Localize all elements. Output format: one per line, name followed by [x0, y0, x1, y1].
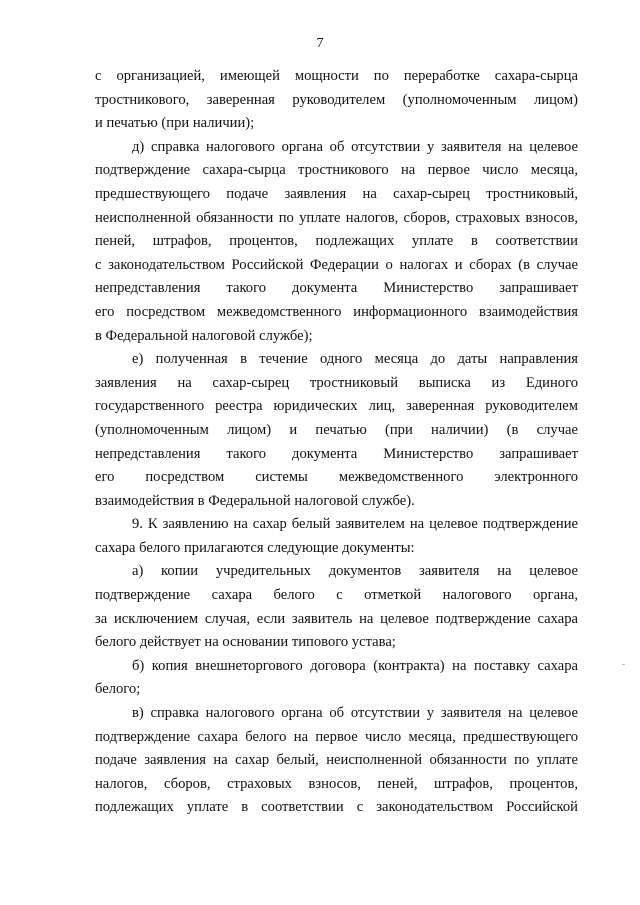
text-line: с организацией, имеющей мощности по переработке сахара-сырца: [95, 68, 578, 84]
text-line: подтверждение сахара белого на первое число месяца, предшествующего: [95, 728, 578, 745]
document-body: [95, 65, 578, 820]
text-line: белого;: [95, 681, 141, 698]
text-line: в Федеральной налоговой службе);: [95, 327, 313, 344]
text-line: 9. К заявлению на сахар белый заявителем на целевое подтверждение: [132, 516, 578, 533]
text-line: предшествующего подаче заявления на сахар-сырец тростниковый,: [95, 185, 578, 202]
text-line: налогов, сборов, страховых взносов, пеней, штрафов, процентов,: [95, 775, 578, 792]
text-line: тростникового, заверенная руководителем (уполномоченным лицом): [95, 91, 578, 108]
text-line: е) полученная в течение одного месяца до даты направления: [132, 351, 578, 368]
text-line: с законодательством Российской Федерации о налогах и сборах (в случае: [95, 256, 578, 273]
text-line: а) копии учредительных документов заявителя на целевое: [132, 563, 578, 580]
text-line: за исключением случая, если заявитель на целевое подтверждение сахара: [95, 610, 578, 627]
text-line: (уполномоченным лицом) и печатью (при наличии) (в случае: [95, 421, 578, 438]
text-line: в) справка налогового органа об отсутствии у заявителя на целевое: [132, 705, 578, 722]
text-line: сахара белого прилагаются следующие документы:: [95, 539, 415, 556]
text-line: б) копия внешнеторгового договора (контракта) на поставку сахара: [132, 657, 578, 674]
text-line: его посредством межведомственного информационного взаимодействия: [95, 303, 578, 320]
text-line: заявления на сахар-сырец тростниковый выписка из Единого: [95, 374, 578, 391]
text-line: непредставления такого документа Министерство запрашивает: [95, 280, 578, 297]
text-line: его посредством системы межведомственного электронного: [95, 469, 578, 486]
page-number: 7: [316, 36, 324, 51]
text-line: государственного реестра юридических лиц, заверенная руководителем: [95, 398, 578, 415]
text-line: белого действует на основании типового устава;: [95, 634, 396, 651]
text-line: и печатью (при наличии);: [95, 115, 255, 132]
text-line: непредставления такого документа Министерство запрашивает: [95, 445, 578, 462]
text-line: подтверждение сахара-сырца тростникового на первое число месяца,: [95, 162, 578, 179]
text-line: подаче заявления на сахар белый, неисполненной обязанности по уплате: [95, 752, 578, 769]
scan-speck: [622, 664, 625, 665]
text-line: неисполненной обязанности по уплате налогов, сборов, страховых взносов,: [95, 209, 578, 226]
text-line: подтверждение сахара белого с отметкой налогового органа,: [95, 587, 578, 604]
text-line: пеней, штрафов, процентов, подлежащих уплате в соответствии: [95, 233, 578, 250]
text-line: подлежащих уплате в соответствии с законодательством Российской: [95, 799, 578, 816]
text-line: д) справка налогового органа об отсутствии у заявителя на целевое: [132, 138, 578, 155]
text-line: взаимодействия в Федеральной налоговой службе).: [95, 492, 415, 509]
